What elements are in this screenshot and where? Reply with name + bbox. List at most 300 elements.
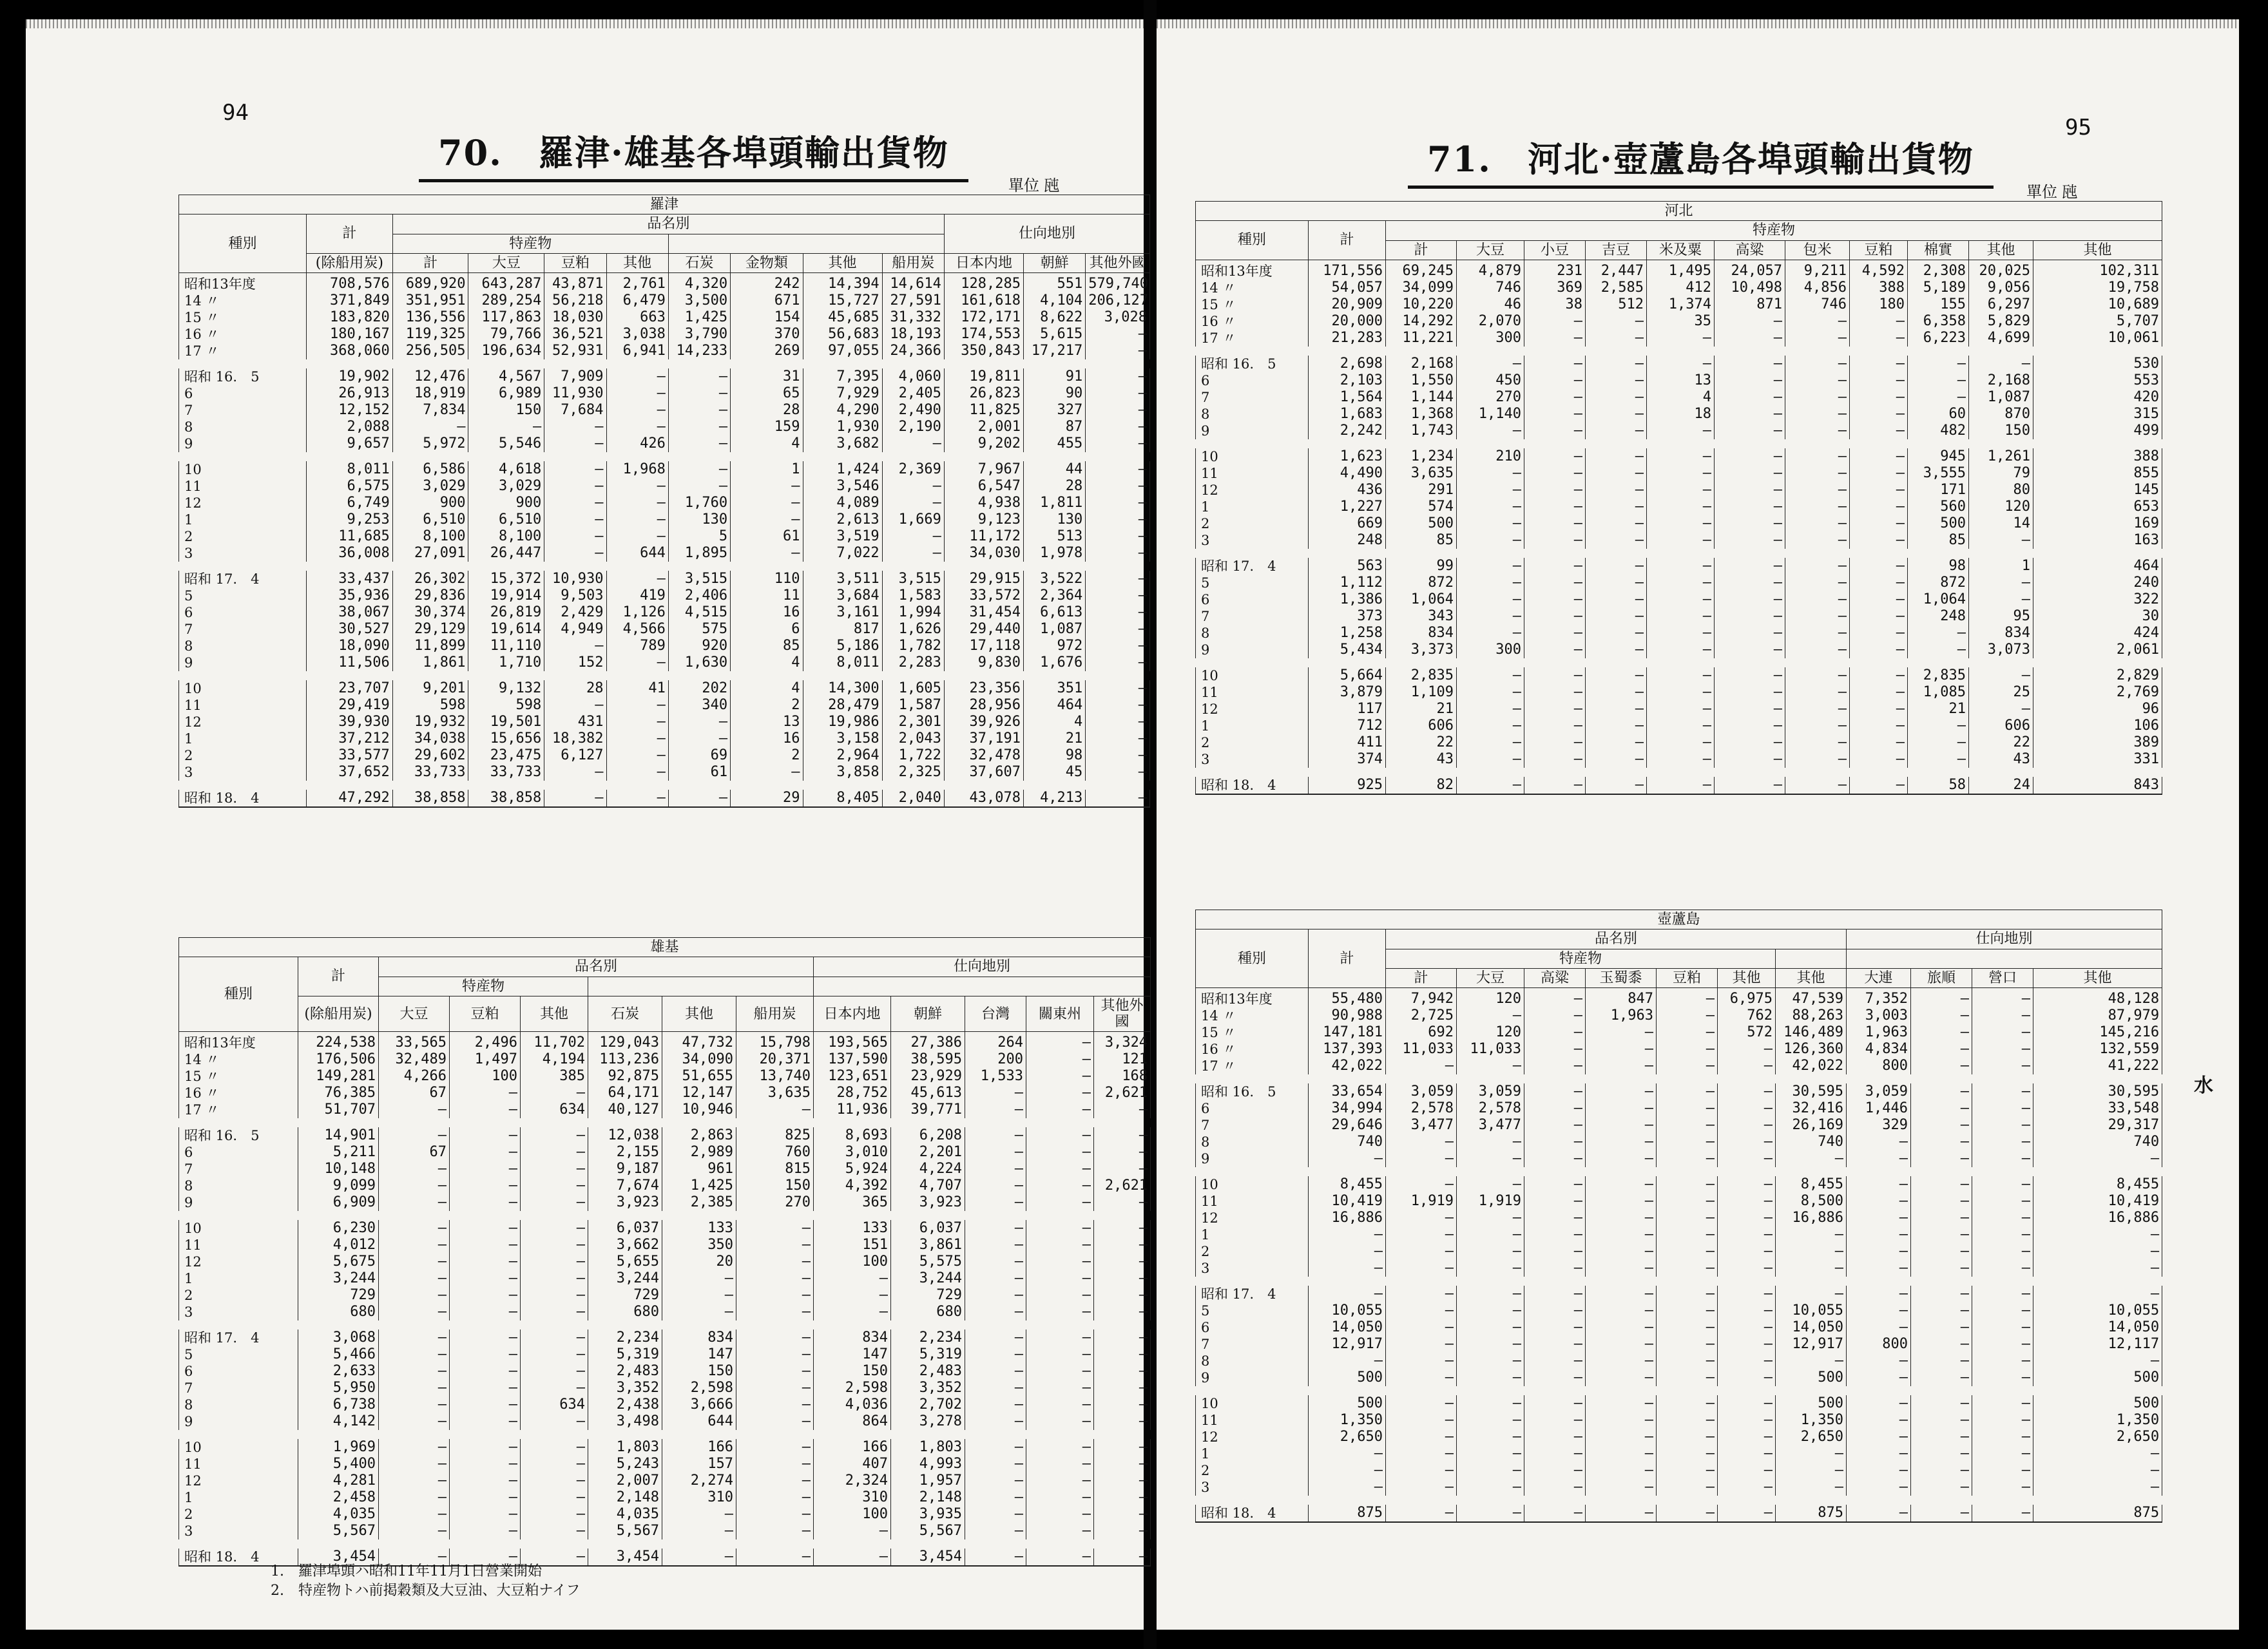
table-cell: — [1972, 1243, 2033, 1260]
table-cell: — [1457, 1336, 1524, 1353]
table-cell: — [1718, 1281, 1776, 1302]
table-cell: — [1457, 1445, 1524, 1462]
table-cell: — [1457, 1150, 1524, 1172]
table-cell: 29,836 [392, 587, 468, 604]
table-cell: — [965, 1506, 1026, 1523]
row-label: 1 [179, 1489, 298, 1506]
table-cell: — [1715, 444, 1785, 465]
table-cell: 3,635 [736, 1085, 814, 1101]
table-cell: — [1586, 499, 1647, 515]
table-cell: — [1657, 1210, 1718, 1226]
table-cell: — [1776, 1353, 1847, 1369]
table-cell: — [1850, 499, 1908, 515]
table-cell: 2,234 [588, 1325, 662, 1346]
table-cell: — [544, 528, 606, 545]
table-cell: — [1911, 1193, 1972, 1210]
table-cell: 31,332 [882, 309, 944, 326]
table-cell: — [450, 1396, 521, 1413]
table-cell: 11,033 [1457, 1041, 1524, 1058]
table-cell: 1,803 [588, 1435, 662, 1456]
table-cell: — [1969, 663, 2033, 684]
table-row [1196, 772, 2162, 794]
table-cell: 38,858 [468, 785, 544, 807]
table-cell: — [1657, 1462, 1718, 1479]
table-cell: — [1026, 1177, 1094, 1194]
row-label: 12 [179, 1253, 298, 1270]
table-cell: 174,553 [944, 326, 1023, 343]
table-row [1196, 1226, 2162, 1243]
table-cell: — [1094, 1237, 1151, 1253]
table-cell: 6,510 [392, 511, 468, 528]
table-cell: — [379, 1101, 450, 1123]
table-cell: 4,938 [944, 495, 1023, 511]
table-cell: 1,564 [1309, 389, 1386, 406]
table-cell: — [1086, 621, 1150, 638]
table-cell: 1,930 [803, 419, 882, 435]
row-label: 3 [179, 545, 307, 566]
row-label: 10 [1196, 663, 1309, 684]
table-cell: — [1586, 642, 1647, 663]
table-cell: 3,029 [468, 478, 544, 495]
column-header: 日本内地 [814, 996, 891, 1032]
table-cell: 13 [1647, 372, 1715, 389]
table-cell: — [1026, 1473, 1094, 1489]
table-cell: 6,479 [606, 292, 668, 309]
table-cell: 32,489 [379, 1051, 450, 1068]
table-cell: — [1850, 553, 1908, 575]
table-row [1196, 1445, 2162, 1462]
table-cell: — [379, 1304, 450, 1325]
table-cell: — [1524, 553, 1586, 575]
table-cell: 4,592 [1850, 260, 1908, 280]
table-cell: 10,689 [2033, 296, 2162, 313]
table-cell: 6,738 [298, 1396, 379, 1413]
table-cell: 1,064 [1908, 591, 1969, 608]
row-label: 2 [1196, 515, 1309, 532]
row-label: 9 [179, 1194, 298, 1215]
row-label: 3 [179, 1523, 298, 1544]
table-cell: — [1524, 1243, 1586, 1260]
table-cell: 3,546 [803, 478, 882, 495]
row-label: 8 [1196, 625, 1309, 642]
table-cell: — [1911, 1079, 1972, 1100]
table-cell: — [1086, 638, 1150, 654]
table-cell: — [1524, 1353, 1586, 1369]
table-cell: — [1785, 532, 1850, 553]
table-cell: — [450, 1287, 521, 1304]
table-row [1196, 625, 2162, 642]
row-label: 12 [179, 495, 307, 511]
table-cell: 3,352 [588, 1380, 662, 1396]
table-cell: 412 [1647, 280, 1715, 296]
table-cell: 6,909 [298, 1194, 379, 1215]
table-cell: 7,967 [944, 457, 1023, 478]
table-cell: 331 [2033, 751, 2162, 772]
table-cell: — [1086, 419, 1150, 435]
table-cell: — [965, 1237, 1026, 1253]
table-row [179, 1413, 1151, 1435]
table-cell: 5,189 [1908, 280, 1969, 296]
table-cell: — [1647, 734, 1715, 751]
table-cell: — [1586, 1210, 1657, 1226]
table-cell: — [1785, 499, 1850, 515]
table-cell: — [1094, 1270, 1151, 1287]
table-cell: 2,702 [891, 1396, 965, 1413]
table-cell: — [965, 1544, 1026, 1566]
table-cell: 2,405 [882, 385, 944, 402]
table-cell: 38 [1524, 296, 1586, 313]
table-cell: — [1908, 351, 1969, 372]
table-cell: 196,634 [468, 343, 544, 364]
table-cell: 644 [662, 1413, 736, 1435]
table-cell: — [1457, 499, 1524, 515]
table-cell: 11,033 [1386, 1041, 1457, 1058]
table-cell: — [1586, 444, 1647, 465]
table-cell: — [1972, 1193, 2033, 1210]
table-cell: 12,917 [1309, 1336, 1386, 1353]
table-cell: — [1094, 1380, 1151, 1396]
table-cell: 500 [1776, 1369, 1847, 1391]
table-cell: — [1718, 1058, 1776, 1079]
table-cell: 54,057 [1309, 280, 1386, 296]
table-cell: 11,899 [392, 638, 468, 654]
table-cell: — [1776, 1260, 1847, 1281]
table-cell: — [736, 1396, 814, 1413]
table-cell: 351 [1023, 676, 1085, 697]
table-cell: 4,290 [803, 402, 882, 419]
table-cell: — [1850, 444, 1908, 465]
table-row [179, 364, 1150, 385]
table-cell: — [882, 435, 944, 457]
table-cell: 183,820 [306, 309, 392, 326]
table-cell: 1,350 [2033, 1412, 2162, 1429]
row-label: 1 [1196, 499, 1309, 515]
table-cell: 19,932 [392, 714, 468, 730]
row-label: 昭和13年度 [1196, 988, 1309, 1008]
table-cell: 52,931 [544, 343, 606, 364]
column-header: 關東州 [1026, 996, 1094, 1032]
table-cell: — [1969, 701, 2033, 718]
table-cell: — [544, 495, 606, 511]
table-cell: — [379, 1363, 450, 1380]
table-cell: 1,533 [965, 1068, 1026, 1085]
column-header: 石炭 [588, 996, 662, 1032]
column-header: 金物類 [731, 253, 803, 272]
table-cell: — [450, 1123, 521, 1144]
table-row [1196, 1117, 2162, 1134]
table-cell: 575 [668, 621, 730, 638]
table-cell: — [1847, 1353, 1911, 1369]
table-cell: 171 [1908, 482, 1969, 499]
table-cell: 329 [1847, 1117, 1911, 1134]
table-cell: 729 [588, 1287, 662, 1304]
table-cell: 27,386 [891, 1032, 965, 1052]
table-cell: — [1847, 1302, 1911, 1319]
table-cell: 145,216 [2033, 1024, 2162, 1041]
table-cell: 4,060 [882, 364, 944, 385]
table-cell: 5,575 [891, 1253, 965, 1270]
table-cell: 2,061 [2033, 642, 2162, 663]
table-cell: — [1657, 1445, 1718, 1462]
table-cell: 29,440 [944, 621, 1023, 638]
table-cell: 126,360 [1776, 1041, 1847, 1058]
table-cell: 15,372 [468, 566, 544, 587]
row-label: 昭和 17. 4 [179, 566, 307, 587]
table-cell: 4 [731, 654, 803, 676]
table-cell: — [1911, 1172, 1972, 1193]
table-cell: 1,261 [1969, 444, 2033, 465]
row-label: 3 [1196, 1260, 1309, 1281]
table-cell: 431 [544, 714, 606, 730]
table-cell: — [1972, 1319, 2033, 1336]
table-cell: — [544, 435, 606, 457]
table-cell: — [965, 1380, 1026, 1396]
table-cell: 32,478 [944, 747, 1023, 764]
table-cell: — [1026, 1363, 1094, 1380]
table-row [1196, 1479, 2162, 1500]
row-label: 1 [179, 730, 307, 747]
column-header: 日本内地 [944, 253, 1023, 272]
table-cell: 10,419 [1309, 1193, 1386, 1210]
table-cell: 8,011 [803, 654, 882, 676]
table-cell: — [521, 1144, 588, 1161]
table-row [179, 1144, 1151, 1161]
table-row [179, 1456, 1151, 1473]
table-cell: 7,942 [1386, 988, 1457, 1008]
row-label: 昭和 17. 4 [179, 1325, 298, 1346]
table-cell: — [1524, 718, 1586, 734]
table-cell: — [606, 511, 668, 528]
table-cell: — [965, 1215, 1026, 1237]
table-cell: 32,416 [1776, 1100, 1847, 1117]
table-cell: — [1586, 1100, 1657, 1117]
table-cell: 224,538 [298, 1032, 379, 1052]
table-cell: 1,683 [1309, 406, 1386, 423]
table-cell: — [379, 1523, 450, 1544]
table-cell: — [1524, 1210, 1586, 1226]
table-cell: 100 [814, 1506, 891, 1523]
table-cell: — [1026, 1270, 1094, 1287]
table-cell: — [1972, 988, 2033, 1008]
table-cell: 365 [814, 1194, 891, 1215]
table-cell: — [668, 730, 730, 747]
table-cell: — [1386, 1462, 1457, 1479]
table-cell: — [1715, 772, 1785, 794]
table-cell: — [1647, 684, 1715, 701]
table-cell: 1,495 [1647, 260, 1715, 280]
table-cell: — [450, 1144, 521, 1161]
table-cell: 5 [668, 528, 730, 545]
table-cell: 373 [1309, 608, 1386, 625]
table-cell: 729 [891, 1287, 965, 1304]
table-cell: 28,956 [944, 697, 1023, 714]
total-sub-header: (除船用炭) [298, 996, 379, 1032]
table-cell: — [379, 1325, 450, 1346]
table-cell: — [1847, 1260, 1911, 1281]
table-cell: — [965, 1101, 1026, 1123]
row-label: 11 [179, 697, 307, 714]
table-cell: 4,392 [814, 1177, 891, 1194]
table-cell: — [379, 1215, 450, 1237]
table-cell: 1,109 [1386, 684, 1457, 701]
table-cell: — [965, 1346, 1026, 1363]
table-cell: 436 [1309, 482, 1386, 499]
table-cell: — [1972, 1281, 2033, 1302]
table-cell: — [1972, 1500, 2033, 1522]
table-cell: 450 [1457, 372, 1524, 389]
table-row [1196, 663, 2162, 684]
table-row [1196, 553, 2162, 575]
table-cell: 746 [1457, 280, 1524, 296]
table-cell: — [1457, 1226, 1524, 1243]
table-cell: — [1715, 553, 1785, 575]
table-cell: — [1309, 1243, 1386, 1260]
table-cell: 36,521 [544, 326, 606, 343]
table-row [179, 1489, 1151, 1506]
table-row [1196, 1353, 2162, 1369]
table-cell: — [1586, 1353, 1657, 1369]
table-row [179, 326, 1150, 343]
table-cell: 10,498 [1715, 280, 1785, 296]
table-cell: 800 [1847, 1058, 1911, 1079]
table-cell: 746 [1785, 296, 1850, 313]
table-cell: 35,936 [306, 587, 392, 604]
table-cell: 424 [2033, 625, 2162, 642]
table-cell: 11,506 [306, 654, 392, 676]
table-row [179, 343, 1150, 364]
table-cell: — [1586, 1150, 1657, 1172]
table-cell: — [1586, 1462, 1657, 1479]
table-cell: — [1911, 988, 1972, 1008]
items-header: 品名別 [392, 214, 944, 234]
table-cell: — [1457, 465, 1524, 482]
table-cell: 15,656 [468, 730, 544, 747]
row-label: 昭和 18. 4 [179, 785, 307, 807]
table-cell: 26,447 [468, 545, 544, 566]
table-cell: — [450, 1237, 521, 1253]
table-cell: 180 [1850, 296, 1908, 313]
dest-header: 仕向地別 [1847, 929, 2162, 949]
column-headers [179, 253, 1150, 272]
table-cell: — [1785, 772, 1850, 794]
table-cell: 553 [2033, 372, 2162, 389]
table-cell: 90 [1023, 385, 1085, 402]
table-cell: — [1718, 1369, 1776, 1391]
table-cell: — [1386, 1500, 1457, 1522]
table-cell: — [1086, 528, 1150, 545]
table-cell: — [1647, 642, 1715, 663]
row-label: 11 [179, 1237, 298, 1253]
table-cell: 19,914 [468, 587, 544, 604]
table-cell: — [606, 697, 668, 714]
table-cell: — [1847, 1226, 1911, 1243]
table-cell: — [965, 1473, 1026, 1489]
table-cell: — [1524, 575, 1586, 591]
table-cell: — [2033, 1226, 2162, 1243]
table-cell: 150 [814, 1363, 891, 1380]
table-cell: — [1972, 1429, 2033, 1445]
table-cell: — [450, 1523, 521, 1544]
table-row [1196, 1041, 2162, 1058]
table-cell: — [1457, 718, 1524, 734]
table-row [179, 1194, 1151, 1215]
table-row [179, 1325, 1151, 1346]
table-cell: 85 [731, 638, 803, 654]
table-cell: 3,500 [668, 292, 730, 309]
kind-header: 種別 [179, 957, 298, 1032]
row-label: 15 〃 [1196, 296, 1309, 313]
table-cell: — [1524, 1134, 1586, 1150]
table-cell: 3,519 [803, 528, 882, 545]
table-cell: — [1386, 1479, 1457, 1500]
table-cell: 3,454 [588, 1544, 662, 1566]
table-cell: 23,707 [306, 676, 392, 697]
table-cell: 680 [891, 1304, 965, 1325]
table-cell: — [450, 1101, 521, 1123]
table-cell: 154 [731, 309, 803, 326]
table-cell: — [1908, 389, 1969, 406]
table-cell: — [606, 785, 668, 807]
table-cell: — [965, 1489, 1026, 1506]
table-cell: — [1309, 1462, 1386, 1479]
table-row [179, 638, 1150, 654]
table-cell: — [1657, 1302, 1718, 1319]
table-cell: — [1094, 1304, 1151, 1325]
table-cell: — [1785, 423, 1850, 444]
table-cell: — [1026, 1523, 1094, 1544]
table-cell: 35 [1647, 313, 1715, 330]
table-cell: — [814, 1270, 891, 1287]
table-cell: — [606, 495, 668, 511]
table-cell: 47,539 [1776, 988, 1847, 1008]
table-cell: 2,364 [1023, 587, 1085, 604]
table-cell: 6,510 [468, 511, 544, 528]
column-header: 棉實 [1908, 240, 1969, 260]
table-cell: — [882, 545, 944, 566]
table-cell: — [1972, 1391, 2033, 1412]
table-cell: — [1715, 642, 1785, 663]
table-cell: — [1524, 684, 1586, 701]
table-cell: 10,055 [1776, 1302, 1847, 1319]
table-cell: 2,725 [1386, 1007, 1457, 1024]
table-row [179, 621, 1150, 638]
table-cell: — [1785, 313, 1850, 330]
table-cell: — [1524, 1369, 1586, 1391]
row-label: 1 [1196, 1226, 1309, 1243]
table-cell: — [1524, 734, 1586, 751]
table-cell: 2,490 [882, 402, 944, 419]
table-cell: — [1911, 1007, 1972, 1024]
table-cell: — [606, 385, 668, 402]
row-label: 9 [1196, 423, 1309, 444]
table-cell: — [450, 1270, 521, 1287]
table-cell: — [965, 1456, 1026, 1473]
table-cell: — [606, 747, 668, 764]
table-cell: — [1972, 1079, 2033, 1100]
table-cell: 2,496 [450, 1032, 521, 1052]
table-cell: — [1850, 772, 1908, 794]
table-row [1196, 734, 2162, 751]
table-cell: 1,605 [882, 676, 944, 697]
table-cell: — [668, 364, 730, 385]
column-headers [179, 996, 1151, 1032]
table-cell: — [1457, 1281, 1524, 1302]
table-cell: 39,771 [891, 1101, 965, 1123]
row-label: 10 [1196, 444, 1309, 465]
table-cell: — [521, 1287, 588, 1304]
table-cell: 10,055 [1309, 1302, 1386, 1319]
table-cell: — [1785, 591, 1850, 608]
